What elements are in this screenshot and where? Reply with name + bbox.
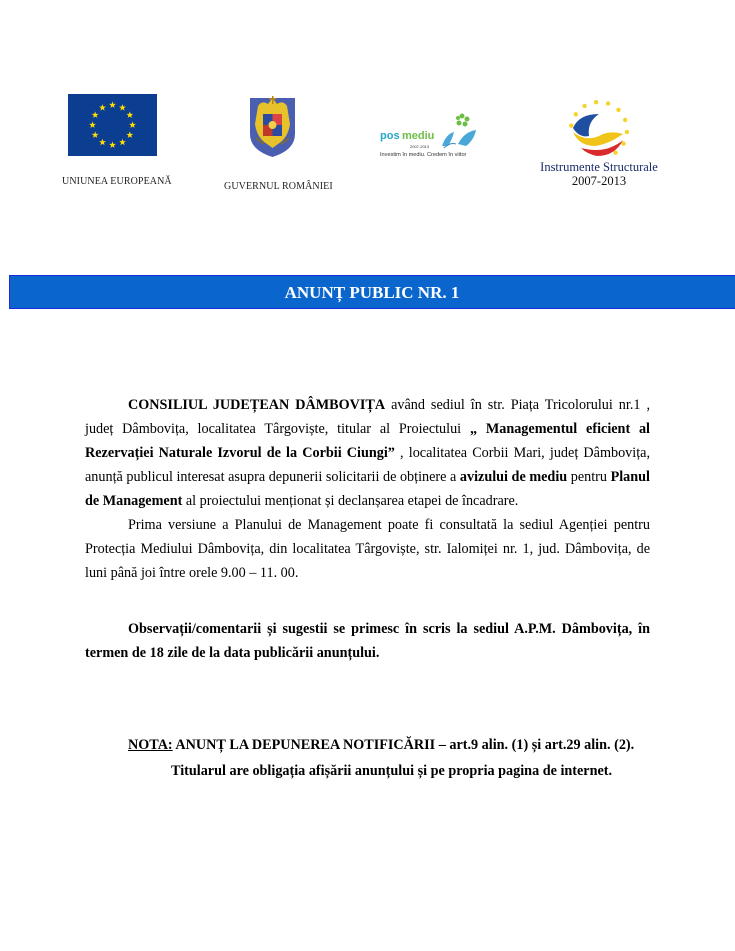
- eu-star: [99, 139, 106, 146]
- is-star: [613, 151, 617, 155]
- observations-text: Observații/comentarii și sugestii se primesc în scris la sediul A.P.M. Dâmbovița, în termen de 18 zile de la data publicării anunțului.: [85, 621, 650, 661]
- instrumente-structurale-logo-icon: [565, 96, 633, 162]
- is-star: [623, 118, 627, 122]
- instrumente-structurale-caption: [536, 160, 662, 188]
- eu-star: [89, 121, 96, 128]
- is-star: [569, 123, 573, 127]
- plan-term: Planul de Management: [85, 469, 650, 509]
- nota-label: NOTA:: [128, 737, 173, 753]
- nota-line: [128, 734, 634, 756]
- is-star: [574, 112, 578, 116]
- announcement-paragraph-3: [85, 617, 650, 665]
- p1-text-2: , localitatea Corbii Mari, județ Dâmbovița, anunță publicul interesat asupra depunerii solicitarii de obținere a: [85, 445, 650, 485]
- eu-star: [92, 131, 99, 138]
- aviz-term: avizului de mediu: [459, 469, 568, 485]
- is-star: [621, 141, 625, 145]
- is-caption-line1: Instrumente Structurale: [540, 160, 658, 174]
- eu-star: [119, 139, 126, 146]
- romanian-coat-of-arms-icon: [248, 94, 297, 158]
- is-star: [625, 130, 629, 134]
- svg-text:Investim în mediu. Credem în v: Investim în mediu. Credem în viitor: [380, 152, 467, 158]
- svg-text:mediu: mediu: [402, 130, 435, 142]
- eu-star: [109, 101, 116, 108]
- project-name: „ Managementul eficient al Rezervației Naturale Izvorul de la Corbii Ciungi”: [85, 421, 651, 461]
- svg-text:2007-2013: 2007-2013: [410, 144, 430, 149]
- is-caption-line2: 2007-2013: [571, 174, 627, 188]
- eu-star: [129, 121, 136, 128]
- announcement-paragraph-2: Prima versiune a Planului de Management poate fi consultată la sediul Agenției pentru Protecția Mediului Dâmbovița, din localitatea Târgoviște, str. Ialomiței nr. 1, jud. Dâmbovița, de luni până joi între orele 9.00 – 11. 00.: [85, 517, 650, 581]
- nota-obligation-line: Titularul are obligația afișării anunțului și pe propria pagina de internet.: [171, 763, 613, 779]
- eu-star: [126, 111, 133, 118]
- is-star: [606, 101, 610, 105]
- announcement-paragraph-1: [85, 393, 650, 513]
- organization-name: CONSILIUL JUDEȚEAN DÂMBOVIȚA: [128, 397, 386, 413]
- posmediu-brand-pos: pos: [380, 130, 400, 142]
- p1-text-3: pentru: [567, 469, 611, 485]
- eu-star: [126, 131, 133, 138]
- eu-star: [109, 141, 116, 148]
- page-title: ANUNȚ PUBLIC NR. 1: [284, 283, 460, 302]
- is-star: [594, 100, 598, 104]
- nota-text: ANUNȚ LA DEPUNEREA NOTIFICĂRII – art.9 alin. (1) și art.29 alin. (2).: [172, 737, 635, 753]
- eu-star: [92, 111, 99, 118]
- eu-star: [99, 104, 106, 111]
- title-banner: [9, 275, 735, 309]
- eu-caption: UNIUNEA EUROPEANĂ: [62, 176, 172, 187]
- is-star: [582, 104, 586, 108]
- is-star: [616, 108, 620, 112]
- eu-star: [119, 104, 126, 111]
- posmediu-logo-icon: [380, 110, 485, 165]
- p1-text-1: având sediul în str. Piața Tricolorului nr.1 , județ Dâmbovița, localitatea Târgoviște, titular al Proiectului: [85, 397, 650, 437]
- p1-text-4: al proiectului menționat și declanșarea etapei de încadrare.: [182, 493, 519, 509]
- eu-flag-icon: [68, 94, 157, 156]
- ro-gov-caption: GUVERNUL ROMÂNIEI: [224, 181, 333, 192]
